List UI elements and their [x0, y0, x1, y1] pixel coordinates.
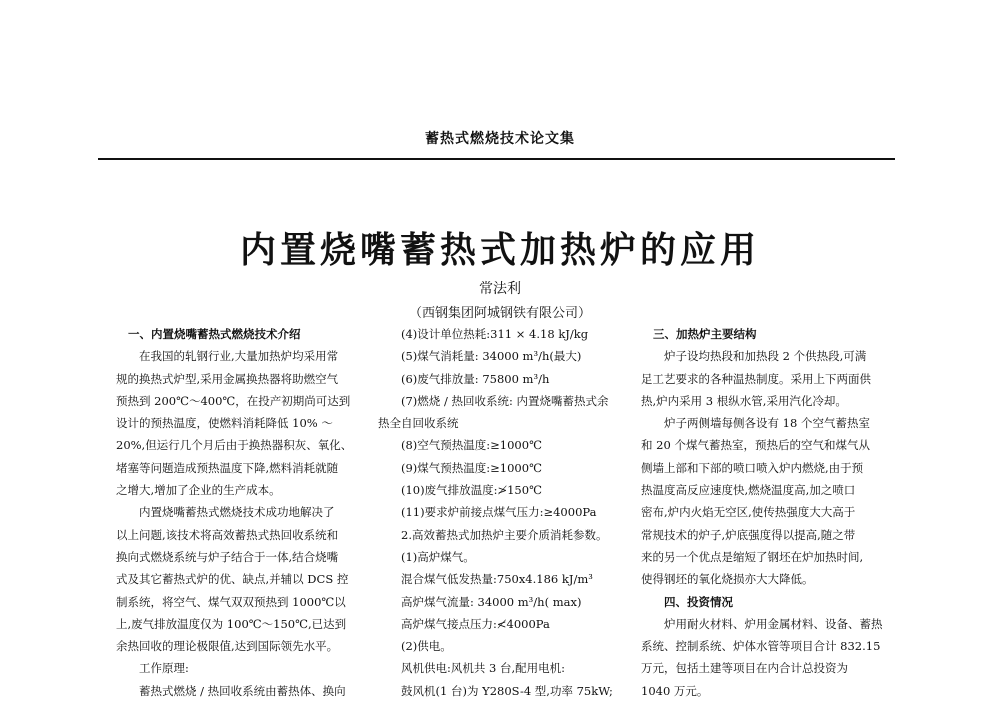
- text-line: 炉子设均热段和加热段 2 个供热段,可满: [664, 349, 867, 364]
- text-line: 炉子两侧墙每侧各设有 18 个空气蓄热室: [664, 416, 870, 431]
- text-line: 侧墙上部和下部的喷口喷入炉内燃烧,由于预: [641, 460, 864, 475]
- text-line: 堵塞等问题造成预热温度下降,燃料消耗就随: [116, 460, 339, 475]
- article-author: 常法利: [479, 281, 521, 297]
- text-line: 密布,炉内火焰无空区,使传热强度大大高于: [641, 505, 856, 520]
- text-line: 万元，包括土建等项目在内合计总投资为: [641, 661, 848, 676]
- text-line: (6)废气排放量: 75800 m³/h: [401, 371, 550, 386]
- text-line: 来的另一个优点是缩短了钢坯在炉加热时间,: [641, 549, 864, 564]
- text-line: 风机供电:风机共 3 台,配用电机:: [401, 661, 566, 676]
- section-heading: 三、加热炉主要结构: [653, 327, 757, 341]
- text-line: 和 20 个煤气蓄热室，预热后的空气和煤气从: [641, 438, 870, 453]
- text-line: 混合煤气低发热量:750x4.186 kJ/m³: [401, 572, 593, 587]
- text-line: 1040 万元。: [641, 683, 709, 698]
- text-line: 炉用耐火材料、炉用金属材料、设备、蓄热: [664, 616, 883, 631]
- text-line: 设计的预热温度，使燃料消耗降低 10% ～: [116, 416, 333, 431]
- text-line: 足工艺要求的各种温热制度。采用上下两面供: [641, 371, 871, 386]
- text-line: 预热到 200℃～400℃，在投产初期尚可达到: [116, 393, 351, 408]
- text-column-2: [378, 323, 636, 702]
- section-heading: 四、投资情况: [664, 594, 733, 609]
- text-line: 规的换热式炉型,采用金属换热器将助燃空气: [116, 371, 339, 386]
- text-line: 热全自回收系统: [378, 416, 459, 431]
- text-line: 换向式燃烧系统与炉子结合于一体,结合烧嘴: [116, 549, 339, 564]
- text-line: 在我国的轧钢行业,大量加热炉均采用常: [139, 349, 339, 364]
- text-column-1: [116, 323, 374, 702]
- text-line: 工作原理:: [139, 661, 189, 676]
- text-line: (4)设计单位热耗:311 × 4.18 kJ/kg: [401, 327, 589, 341]
- text-column-3: [641, 323, 899, 702]
- text-line: 蓄热式燃烧 / 热回收系统由蓄热体、换向: [139, 683, 346, 698]
- text-line: 制系统，将空气、煤气双双预热到 1000℃以: [116, 594, 346, 609]
- text-line: 20%,但运行几个月后由于换热器积灰、氧化、: [116, 438, 353, 453]
- text-line: 系统、控制系统、炉体水管等项目合计 832.15: [641, 639, 881, 654]
- text-line: 热温度高反应速度快,燃烧温度高,加之喷口: [641, 483, 856, 498]
- text-line: 高炉煤气接点压力:≮4000Pa: [401, 616, 550, 631]
- text-line: 使得钢坯的氧化烧损亦大大降低。: [641, 572, 814, 587]
- text-line: (8)空气预热温度:≥1000℃: [401, 438, 542, 453]
- text-line: (10)废气排放温度:≯150℃: [401, 483, 542, 498]
- article-title: 内置烧嘴蓄热式加热炉的应用: [239, 230, 760, 271]
- text-line: 常规技术的炉子,炉底强度得以提高,随之带: [641, 527, 856, 542]
- text-line: 鼓风机(1 台)为 Y280S-4 型,功率 75kW;: [401, 683, 613, 698]
- text-line: 以上问题,该技术将高效蓄热式热回收系统和: [116, 527, 339, 542]
- author-affiliation: （西钢集团阿城钢铁有限公司）: [408, 306, 591, 321]
- text-line: 高炉煤气流量: 34000 m³/h( max): [401, 594, 582, 609]
- text-line: 余热回收的理论极限值,达到国际领先水平。: [116, 639, 339, 654]
- text-line: (2)供电。: [401, 639, 452, 654]
- text-line: (7)燃烧 / 热回收系统: 内置烧嘴蓄热式余: [401, 393, 609, 408]
- header-rule: [98, 158, 895, 160]
- text-line: (11)要求炉前接点煤气压力:≥4000Pa: [401, 505, 597, 520]
- text-line: 2.高效蓄热式加热炉主要介质消耗参数。: [401, 527, 608, 542]
- text-line: 内置烧嘴蓄热式燃烧技术成功地解决了: [139, 505, 335, 520]
- text-line: (1)高炉煤气。: [401, 549, 475, 564]
- text-line: (5)煤气消耗量: 34000 m³/h(最大): [401, 349, 582, 364]
- text-line: 之增大,增加了企业的生产成本。: [116, 483, 281, 498]
- section-heading: 一、内置烧嘴蓄热式燃烧技术介绍: [128, 327, 301, 341]
- running-header: 蓄热式燃烧技术论文集: [425, 131, 575, 147]
- text-line: (9)煤气预热温度:≥1000℃: [401, 460, 542, 475]
- text-line: 上,废气排放温度仅为 100℃～150℃,已达到: [116, 616, 347, 631]
- text-line: 式及其它蓄热式炉的优、缺点,并辅以 DCS 控: [116, 572, 349, 587]
- text-line: 热,炉内采用 3 根纵水管,采用汽化冷却。: [641, 393, 847, 408]
